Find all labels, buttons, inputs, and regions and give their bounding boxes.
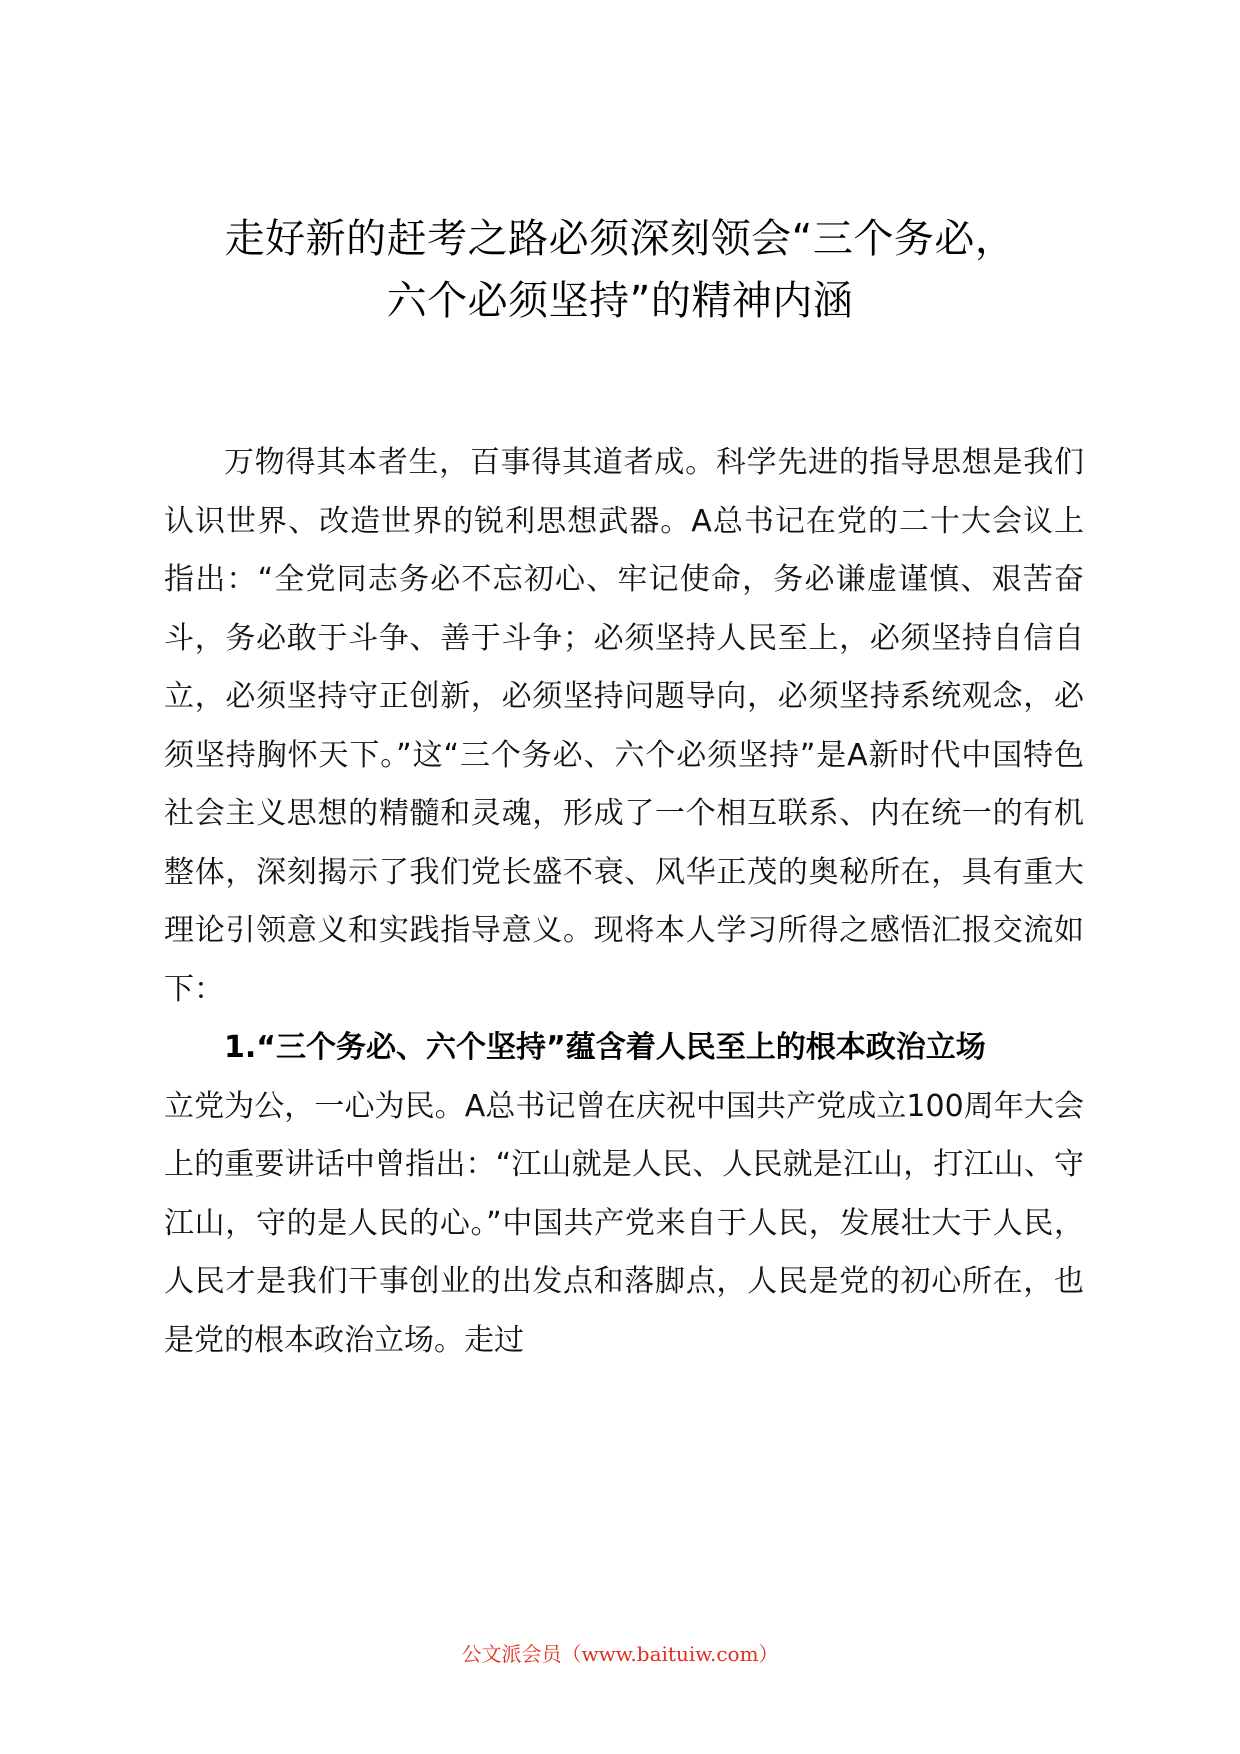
section-1-paragraph: 立党为公，一心为民。A总书记曾在庆祝中国共产党成立100周年大会上的重要讲话中曾指出：“江山就是人民、人民就是江山，打江山、守江山，守的是人民的心。”中国共产党来自于人民，发展壮大于人民，人民才是我们干事创业的出发点和落脚点，人民是党的初心所在，也是党的根本政治立场。走过 (164, 1088, 1084, 1358)
section-heading-1: 1.“三个务必、六个坚持”蕴含着人民至上的根本政治立场 (224, 1030, 986, 1065)
title-line-1: 走好新的赶考之路必须深刻领会“三个务必， (224, 216, 1016, 262)
intro-paragraph: 万物得其本者生，百事得其道者成。科学先进的指导思想是我们认识世界、改造世界的锐利思想武器。A总书记在党的二十大会议上指出：“全党同志务必不忘初心、牢记使命，务必谦虚谨慎、艰苦奋斗，务必敢于斗争、善于斗争；必须坚持人民至上，必须坚持自信自立，必须坚持守正创新，必须坚持问题导向，必须坚持系统观念，必须坚持胸怀天下。”这“三个务必、六个必须坚持”是A新时代中国特色社会主义思想的精髓和灵魂，形成了一个相互联系、内在统一的有机整体，深刻揭示了我们党长盛不衰、风华正茂的奥秘所在，具有重大理论引领意义和实践指导意义。现将本人学习所得之感悟汇报交流如下： (164, 445, 1084, 1007)
document-title (150, 208, 1090, 332)
title-line-2: 六个必须坚持”的精神内涵 (386, 278, 854, 324)
footer-watermark: 公文派会员（www.baituiw.com） (461, 1642, 779, 1666)
document-body (164, 434, 1084, 1370)
